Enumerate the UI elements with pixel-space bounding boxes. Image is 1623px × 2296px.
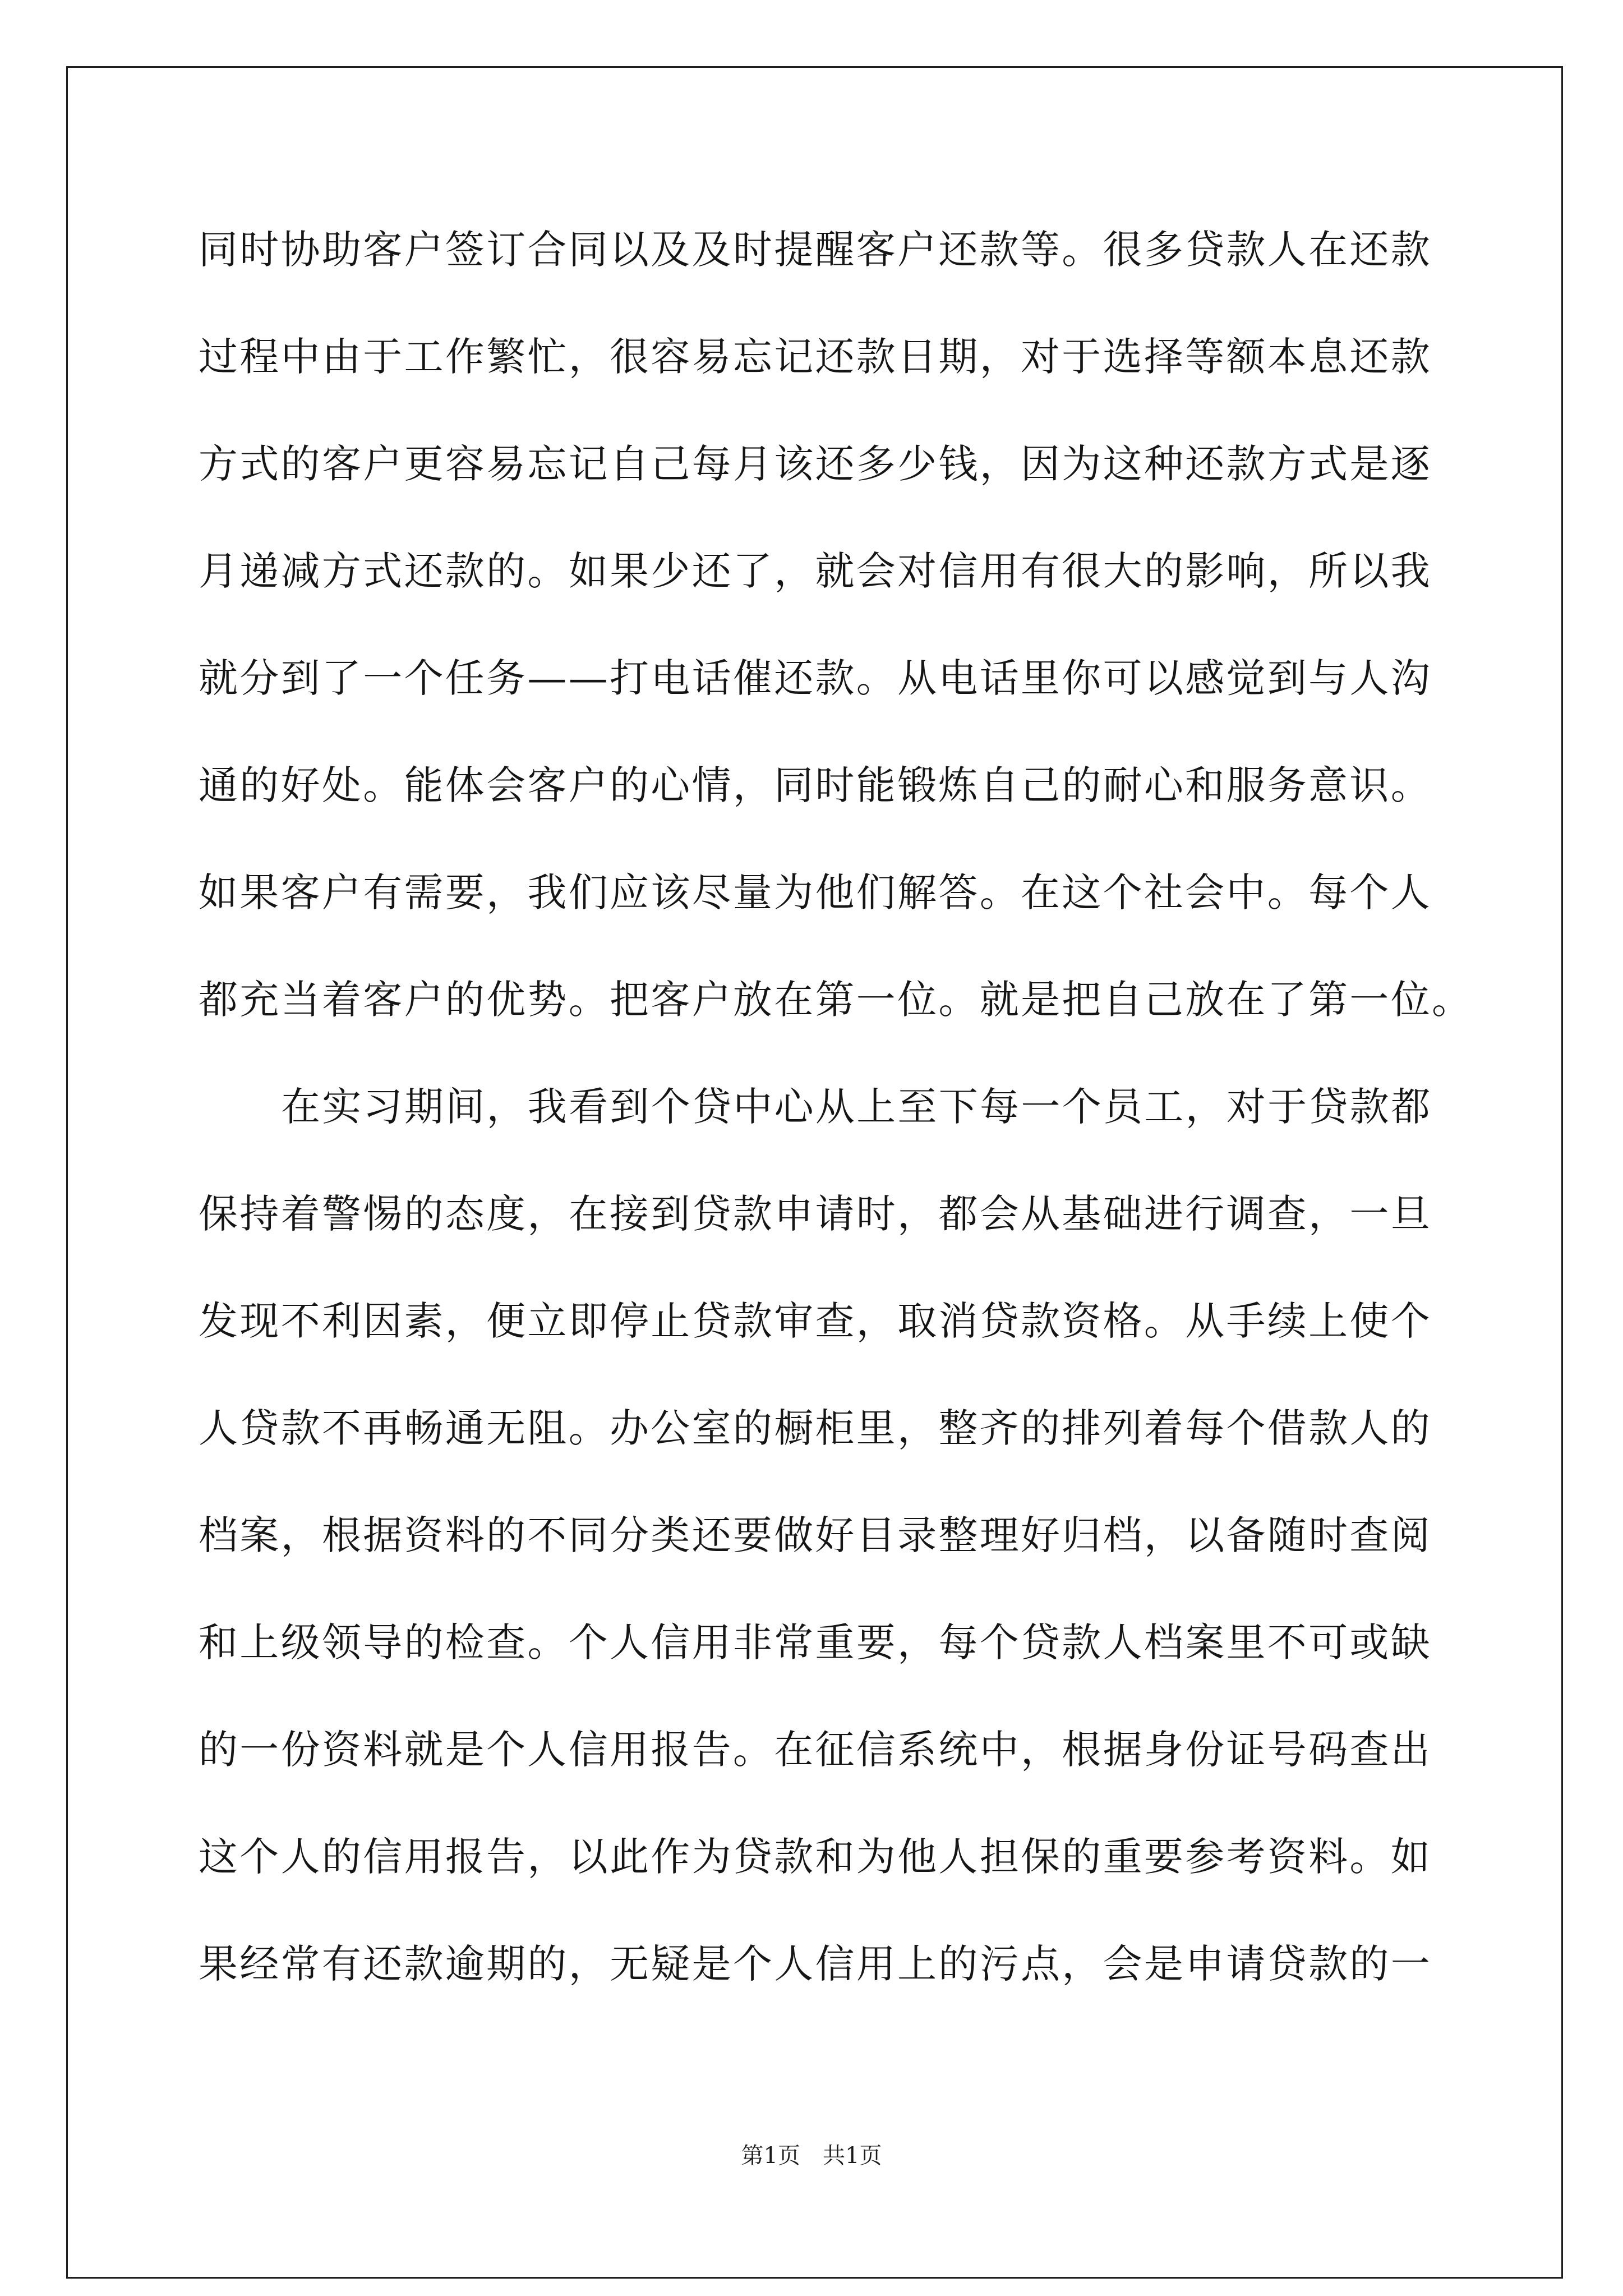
- text-line: 的一份资料就是个人信用报告。在征信系统中，根据身份证号码查出: [199, 1727, 1432, 1773]
- text-line: 月递减方式还款的。如果少还了，就会对信用有很大的影响，所以我: [199, 548, 1432, 594]
- text-line: 和上级领导的检查。个人信用非常重要，每个贷款人档案里不可或缺: [199, 1619, 1432, 1665]
- text-line: 方式的客户更容易忘记自己每月该还多少钱，因为这种还款方式是逐: [199, 441, 1432, 487]
- page-number-footer: 第1页 共1页: [741, 2143, 882, 2169]
- document-body: [199, 196, 1544, 2018]
- text-line: 档案，根据资料的不同分类还要做好目录整理好归档，以备随时查阅: [199, 1512, 1432, 1558]
- paragraph: [199, 1053, 1544, 2018]
- text-line: 这个人的信用报告，以此作为贷款和为他人担保的重要参考资料。如: [199, 1834, 1432, 1880]
- text-line: 通的好处。能体会客户的心情，同时能锻炼自己的耐心和服务意识。: [199, 762, 1432, 808]
- text-line: 保持着警惕的态度，在接到贷款申请时，都会从基础进行调查，一旦: [199, 1191, 1432, 1237]
- paragraph: [199, 196, 1544, 1053]
- text-line: 发现不利因素，便立即停止贷款审查，取消贷款资格。从手续上使个: [199, 1298, 1432, 1344]
- text-line: 过程中由于工作繁忙，很容易忘记还款日期，对于选择等额本息还款: [199, 334, 1432, 380]
- text-line: 就分到了一个任务——打电话催还款。从电话里你可以感觉到与人沟: [199, 655, 1432, 701]
- text-line: 同时协助客户签订合同以及及时提醒客户还款等。很多贷款人在还款: [199, 227, 1432, 273]
- text-line: 人贷款不再畅通无阻。办公室的橱柜里，整齐的排列着每个借款人的: [199, 1405, 1432, 1451]
- text-line: 在实习期间，我看到个贷中心从上至下每一个员工，对于贷款都: [281, 1084, 1432, 1130]
- text-line: 如果客户有需要，我们应该尽量为他们解答。在这个社会中。每个人: [199, 869, 1432, 915]
- text-line: 果经常有还款逾期的，无疑是个人信用上的污点，会是申请贷款的一: [199, 1941, 1432, 1987]
- text-line: 都充当着客户的优势。把客户放在第一位。就是把自己放在了第一位。: [199, 977, 1473, 1023]
